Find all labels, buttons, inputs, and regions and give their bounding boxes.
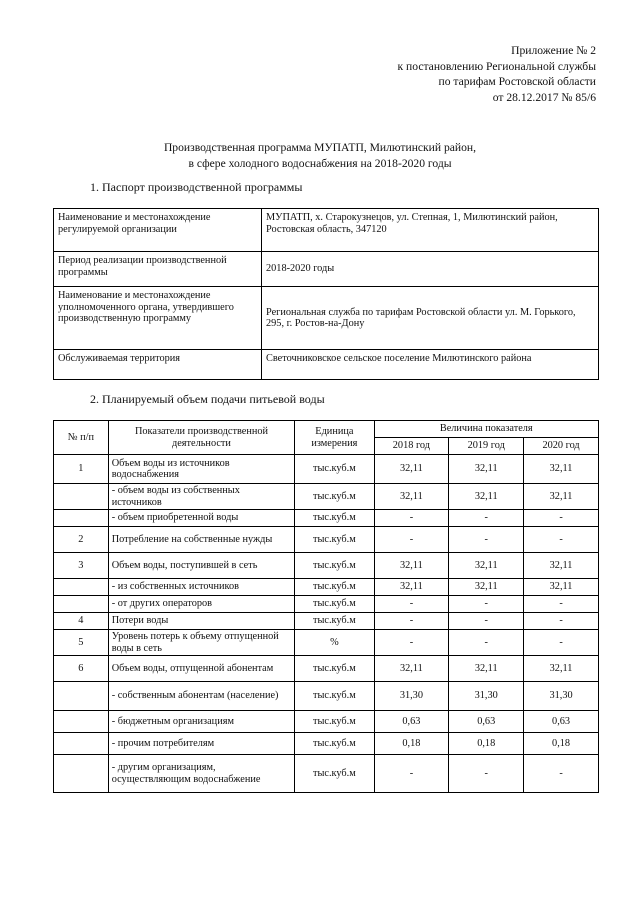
row-value-2019: 32,11: [449, 553, 524, 579]
water-supply-table: [53, 420, 599, 793]
row-number: [54, 579, 109, 596]
row-value-2020: 0,18: [524, 733, 599, 755]
passport-label: Наименование и местонахождение регулируемой организации: [54, 209, 262, 252]
table-row: [54, 484, 599, 510]
row-number: 6: [54, 656, 109, 682]
row-value-2019: -: [449, 510, 524, 527]
passport-table: [53, 208, 599, 380]
table-row: [54, 656, 599, 682]
table-row: [54, 733, 599, 755]
row-number: [54, 755, 109, 793]
row-value-2019: -: [449, 596, 524, 613]
row-indicator: Объем воды, отпущенной абонентам: [108, 656, 295, 682]
row-indicator: - из собственных источников: [108, 579, 295, 596]
row-value-2018: 32,11: [374, 484, 449, 510]
row-indicator: Потребление на собственные нужды: [108, 527, 295, 553]
row-unit: тыс.куб.м: [295, 755, 374, 793]
table-row: [54, 682, 599, 711]
row-indicator: - собственным абонентам (население): [108, 682, 295, 711]
row-unit: тыс.куб.м: [295, 455, 374, 484]
row-indicator: Объем воды из источников водоснабжения: [108, 455, 295, 484]
row-value-2020: 32,11: [524, 579, 599, 596]
row-value-2019: 32,11: [449, 656, 524, 682]
row-indicator: - объем приобретенной воды: [108, 510, 295, 527]
passport-label: Период реализации производственной программы: [54, 252, 262, 287]
row-number: [54, 682, 109, 711]
header-unit: Единица измерения: [295, 421, 374, 455]
passport-row: [54, 252, 599, 287]
row-value-2018: 32,11: [374, 553, 449, 579]
row-value-2020: -: [524, 755, 599, 793]
header-year-2018: 2018 год: [374, 438, 449, 455]
row-indicator: Объем воды, поступившей в сеть: [108, 553, 295, 579]
appendix-line-4: от 28.12.2017 № 85/6: [492, 90, 596, 104]
row-value-2018: 32,11: [374, 579, 449, 596]
header-indicator: Показатели производственной деятельности: [108, 421, 295, 455]
row-unit: тыс.куб.м: [295, 613, 374, 630]
appendix-line-1: Приложение № 2: [511, 44, 596, 57]
row-number: 2: [54, 527, 109, 553]
row-number: [54, 711, 109, 733]
table-row: [54, 613, 599, 630]
row-value-2020: -: [524, 510, 599, 527]
section-1-heading: 1. Паспорт производственной программы: [90, 180, 303, 194]
row-unit: тыс.куб.м: [295, 579, 374, 596]
row-value-2020: -: [524, 527, 599, 553]
title-line-2: в сфере холодного водоснабжения на 2018-2020 годы: [188, 156, 452, 170]
row-indicator: Потери воды: [108, 613, 295, 630]
document-title: [0, 140, 640, 171]
row-value-2020: 32,11: [524, 656, 599, 682]
row-number: [54, 733, 109, 755]
passport-value: МУПАТП, х. Старокузнецов, ул. Степная, 1, Милютинский район, Ростовская область, 347120: [262, 209, 599, 252]
row-indicator: - другим организациям, осуществляющим водоснабжение: [108, 755, 295, 793]
passport-label: Обслуживаемая территория: [54, 350, 262, 380]
row-value-2018: -: [374, 755, 449, 793]
row-unit: %: [295, 630, 374, 656]
row-indicator: - от других операторов: [108, 596, 295, 613]
table-row: [54, 527, 599, 553]
passport-value: 2018-2020 годы: [262, 252, 599, 287]
table-row: [54, 553, 599, 579]
row-unit: тыс.куб.м: [295, 484, 374, 510]
table-row: [54, 579, 599, 596]
passport-value: Светочниковское сельское поселение Милютинского района: [262, 350, 599, 380]
appendix-line-3: по тарифам Ростовской области: [438, 75, 596, 88]
row-value-2020: -: [524, 630, 599, 656]
row-indicator: - бюджетным организациям: [108, 711, 295, 733]
row-number: 4: [54, 613, 109, 630]
row-value-2018: 32,11: [374, 455, 449, 484]
row-value-2018: 32,11: [374, 656, 449, 682]
passport-value: Региональная служба по тарифам Ростовской области ул. М. Горького, 295, г. Ростов-на-Дону: [262, 287, 599, 350]
row-value-2019: 31,30: [449, 682, 524, 711]
row-value-2020: 32,11: [524, 455, 599, 484]
row-unit: тыс.куб.м: [295, 596, 374, 613]
row-unit: тыс.куб.м: [295, 527, 374, 553]
row-unit: тыс.куб.м: [295, 682, 374, 711]
row-unit: тыс.куб.м: [295, 510, 374, 527]
row-value-2018: -: [374, 613, 449, 630]
row-unit: тыс.куб.м: [295, 711, 374, 733]
row-value-2019: 0,63: [449, 711, 524, 733]
header-value-group: Величина показателя: [374, 421, 599, 438]
row-value-2018: -: [374, 527, 449, 553]
row-value-2020: 32,11: [524, 553, 599, 579]
row-indicator: Уровень потерь к объему отпущенной воды в сеть: [108, 630, 295, 656]
water-supply-table-body: [54, 455, 599, 793]
table-row: [54, 711, 599, 733]
table-row: [54, 755, 599, 793]
row-value-2020: 31,30: [524, 682, 599, 711]
row-value-2018: 31,30: [374, 682, 449, 711]
row-value-2020: 0,63: [524, 711, 599, 733]
row-value-2018: -: [374, 630, 449, 656]
row-indicator: - объем воды из собственных источников: [108, 484, 295, 510]
table-row: [54, 510, 599, 527]
table-row: [54, 596, 599, 613]
row-number: 3: [54, 553, 109, 579]
appendix-line-2: к постановлению Региональной службы: [397, 59, 596, 73]
row-number: [54, 484, 109, 510]
row-value-2018: -: [374, 596, 449, 613]
row-value-2019: -: [449, 630, 524, 656]
row-value-2018: 0,63: [374, 711, 449, 733]
row-value-2019: -: [449, 755, 524, 793]
row-value-2020: -: [524, 613, 599, 630]
row-number: [54, 510, 109, 527]
header-year-2019: 2019 год: [449, 438, 524, 455]
row-value-2019: -: [449, 613, 524, 630]
row-value-2019: 32,11: [449, 455, 524, 484]
row-unit: тыс.куб.м: [295, 733, 374, 755]
row-value-2018: 0,18: [374, 733, 449, 755]
row-value-2019: 32,11: [449, 579, 524, 596]
passport-row: [54, 287, 599, 350]
row-value-2019: 0,18: [449, 733, 524, 755]
row-value-2018: -: [374, 510, 449, 527]
table-row: [54, 630, 599, 656]
passport-row: [54, 209, 599, 252]
row-value-2020: -: [524, 596, 599, 613]
row-value-2020: 32,11: [524, 484, 599, 510]
table-row: [54, 455, 599, 484]
row-number: 1: [54, 455, 109, 484]
row-unit: тыс.куб.м: [295, 553, 374, 579]
header-year-2020: 2020 год: [524, 438, 599, 455]
row-value-2019: -: [449, 527, 524, 553]
header-no: № п/п: [54, 421, 109, 455]
row-number: [54, 596, 109, 613]
passport-label: Наименование и местонахождение уполномоченного органа, утвердившего производственную программу: [54, 287, 262, 350]
passport-row: [54, 350, 599, 380]
section-2-heading: 2. Планируемый объем подачи питьевой воды: [90, 392, 325, 406]
appendix-header: [398, 43, 597, 105]
title-line-1: Производственная программа МУПАТП, Милютинский район,: [163, 141, 477, 154]
row-value-2019: 32,11: [449, 484, 524, 510]
row-indicator: - прочим потребителям: [108, 733, 295, 755]
row-unit: тыс.куб.м: [295, 656, 374, 682]
row-number: 5: [54, 630, 109, 656]
